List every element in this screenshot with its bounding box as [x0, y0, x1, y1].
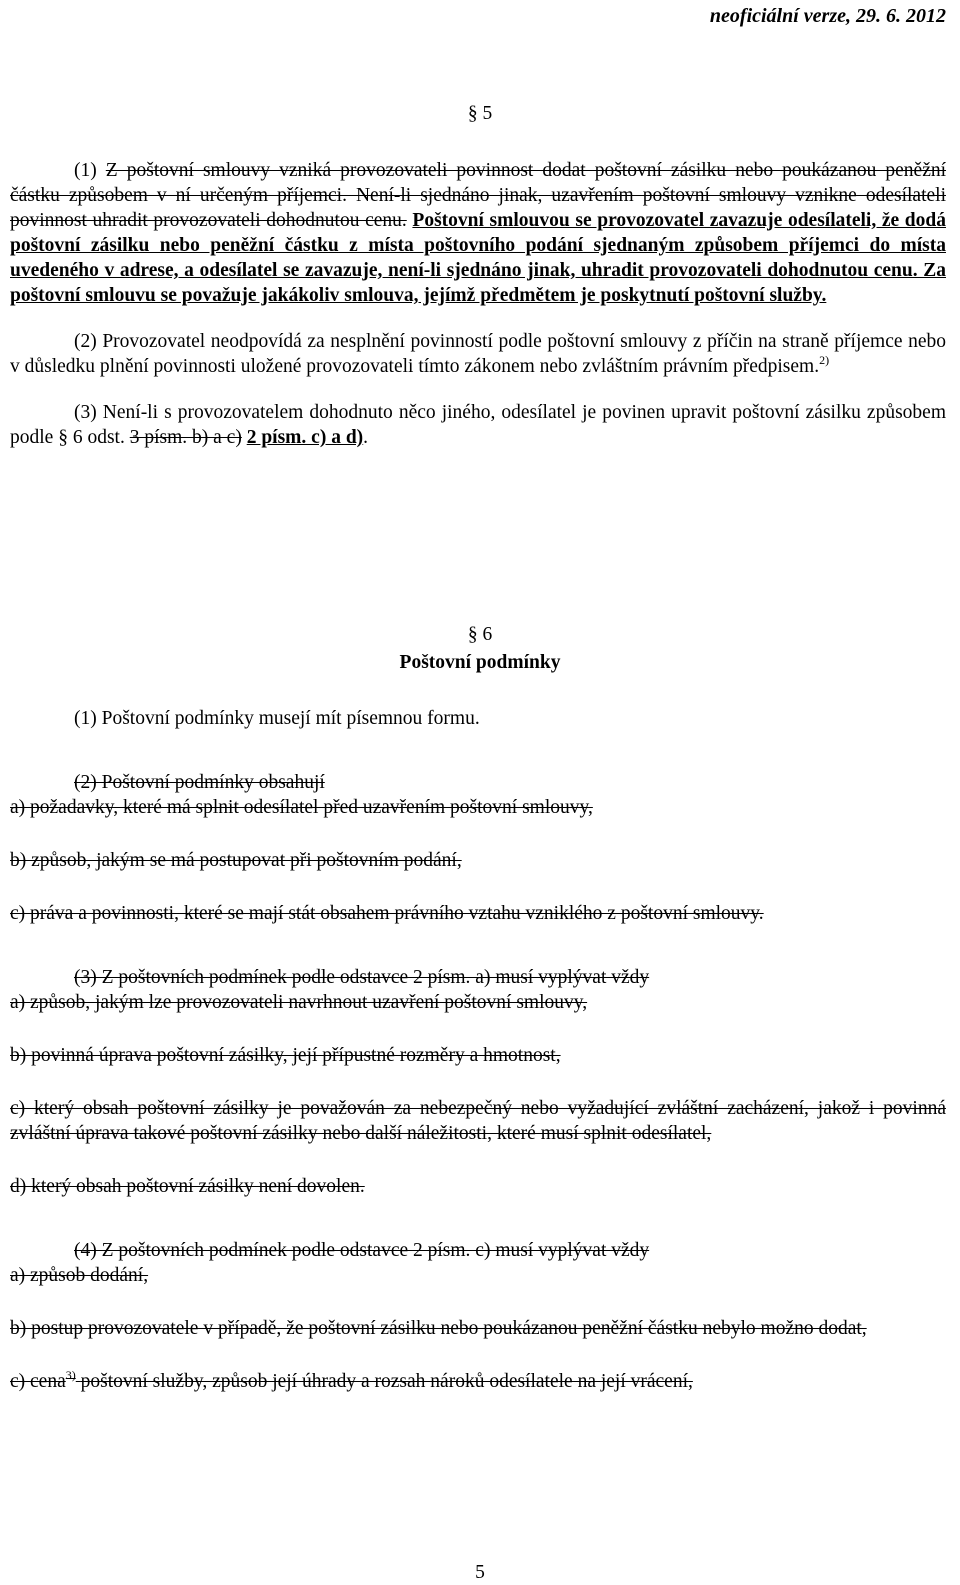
s5-p1-number: (1)	[74, 160, 97, 181]
section-6-heading: § 6	[467, 624, 493, 645]
s6-p4-c-rest: poštovní služby, způsob její úhrady a rozsah nároků odesílatele na její vrácení,	[80, 1371, 693, 1392]
s6-p3-item-d: d) který obsah poštovní zásilky není dovolen.	[10, 1176, 365, 1197]
s6-p3-item-b: b) povinná úprava poštovní zásilky, její přípustné rozměry a hmotnost,	[10, 1045, 561, 1066]
section-5-heading: § 5	[467, 103, 493, 124]
s6-paragraph-1: (1) Poštovní podmínky musejí mít písemnou formu.	[74, 708, 480, 729]
s6-p4-item-a: a) způsob dodání,	[10, 1265, 149, 1286]
s5-paragraph-2	[10, 329, 946, 379]
s6-p2-item-c: c) práva a povinnosti, které se mají stát obsahem právního vztahu vzniklého z poštovní smlouvy.	[10, 903, 764, 924]
s5-paragraph-1	[10, 158, 946, 308]
s6-p2-item-b: b) způsob, jakým se má postupovat při poštovním podání,	[10, 850, 462, 871]
s5-p2-text: (2) Provozovatel neodpovídá za nesplnění povinností podle poštovní smlouvy z příčin na straně příjemce nebo v důsledku plnění povinnosti uložené provozovateli tímto zákonem nebo zvláštním právním předpisem.	[10, 331, 946, 377]
s6-p2-item-a: a) požadavky, které má splnit odesílatel před uzavřením poštovní smlouvy,	[10, 797, 593, 818]
s5-p3-struck: 3 písm. b) a c)	[129, 427, 242, 448]
s6-p3-item-c: c) který obsah poštovní zásilky je považován za nebezpečný nebo vyžadující zvláštní zacházení, jakož i povinná zvláštní úprava takové poštovní zásilky nebo další náležitosti, které musí splnit odesílatel,	[10, 1098, 946, 1144]
s6-p3-lead: (3) Z poštovních podmínek podle odstavce 2 písm. a) musí vyplývat vždy	[74, 967, 650, 988]
s6-p4-item-b: b) postup provozovatele v případě, že poštovní zásilku nebo poukázanou peněžní částku nebylo možno dodat,	[10, 1318, 867, 1339]
s5-p3-end: .	[363, 427, 369, 448]
page-number: 5	[475, 1562, 485, 1583]
footnote-ref-3: 3)	[65, 1368, 76, 1382]
s6-p3-item-a: a) způsob, jakým lze provozovateli navrhnout uzavření poštovní smlouvy,	[10, 992, 588, 1013]
s5-p1-struck-text: Z poštovní smlouvy vzniká provozovateli povinnost dodat poštovní zásilku nebo poukázanou peněžní částku způsobem v ní určeným příjemci. Není-li sjednáno jinak, uzavřením poštovní smlouvy vznikne odesílateli povinnost uhradit provozovateli dohodnutou cenu.	[10, 160, 947, 231]
section-6-title: Poštovní podmínky	[399, 652, 561, 673]
s6-p2-lead: (2) Poštovní podmínky obsahují	[74, 772, 325, 793]
s5-p3-text: (3) Není-li s provozovatelem dohodnuto něco jiného, odesílatel je povinen upravit poštovní zásilku způsobem podle § 6 odst.	[10, 402, 946, 448]
s6-p4-lead: (4) Z poštovních podmínek podle odstavce 2 písm. c) musí vyplývat vždy	[74, 1240, 650, 1261]
page-header: neoficiální verze, 29. 6. 2012	[709, 5, 946, 27]
s5-paragraph-3	[10, 400, 946, 450]
s6-p4-c-text: c) cena	[10, 1371, 66, 1392]
section-6-body	[10, 706, 946, 1394]
s5-p1-inserted-text: Poštovní smlouvou se provozovatel zavazuje odesílateli, že dodá poštovní zásilku nebo peněžní částku z místa poštovního podání sjednaným způsobem příjemci do místa uvedeného v adrese, a odesílatel se zavazuje, není-li sjednáno jinak, uhradit provozovateli dohodnutou cenu. Za poštovní smlouvu se považuje jakákoliv smlouva, jejímž předmětem je poskytnutí poštovní služby.	[10, 210, 946, 306]
s6-p4-item-c	[10, 1369, 946, 1394]
s5-p3-inserted: 2 písm. c) a d)	[246, 427, 364, 448]
footnote-ref-2: 2)	[819, 353, 830, 367]
section-5-body	[10, 158, 946, 450]
